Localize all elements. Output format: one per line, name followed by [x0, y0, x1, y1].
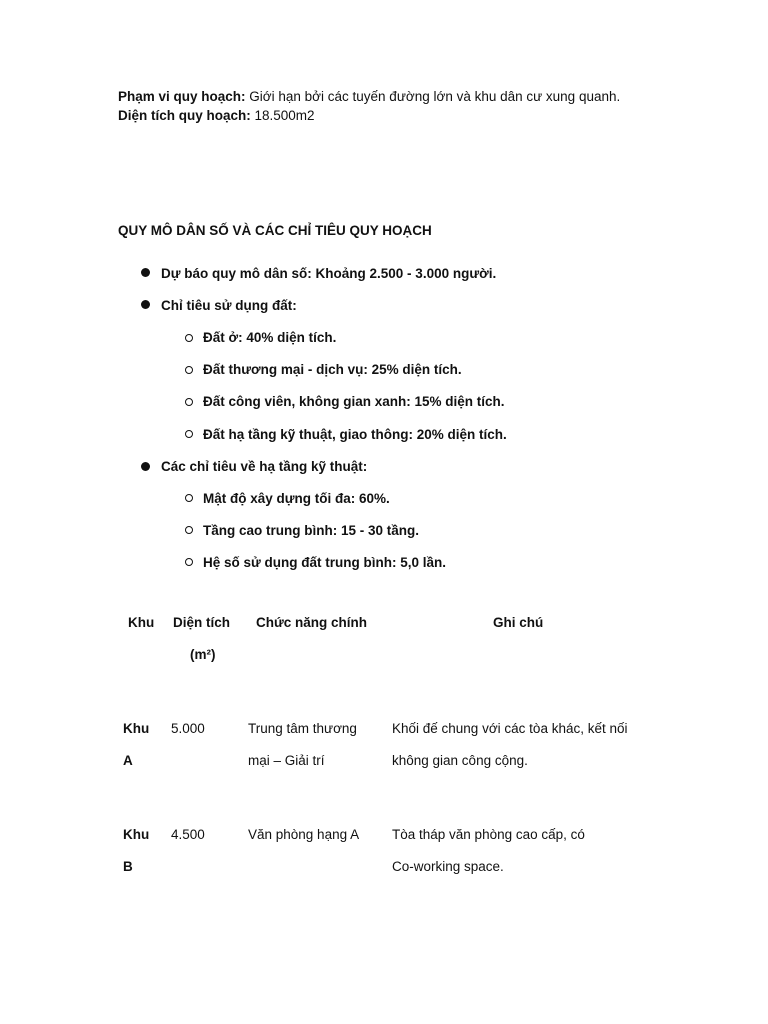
section-heading: QUY MÔ DÂN SỐ VÀ CÁC CHỈ TIÊU QUY HOẠCH	[118, 223, 432, 238]
sub-item: Tầng cao trung bình: 15 - 30 tầng.	[203, 523, 420, 538]
bullet-dot	[141, 268, 150, 277]
table-cell-function-cont: mại – Giải trí	[248, 753, 325, 768]
table-header-khu: Khu	[128, 615, 155, 630]
table-cell-function: Văn phòng hạng A	[248, 827, 360, 842]
table-cell-note-cont: không gian công cộng.	[392, 753, 528, 768]
scope-label: Phạm vi quy hoạch:	[118, 89, 246, 104]
bullet-item-land-use: Chỉ tiêu sử dụng đất:	[161, 298, 297, 313]
table-cell-khu-letter: A	[123, 753, 133, 768]
bullet-dot	[141, 462, 150, 471]
sub-item: Đất công viên, không gian xanh: 15% diện tích.	[203, 394, 505, 409]
sub-item: Đất thương mại - dịch vụ: 25% diện tích.	[203, 362, 462, 377]
sub-bullet-circle	[185, 430, 193, 438]
table-header-function: Chức năng chính	[256, 615, 368, 630]
sub-item: Đất hạ tầng kỹ thuật, giao thông: 20% diện tích.	[203, 427, 507, 442]
table-header-area-unit: (m²)	[190, 647, 216, 662]
bullet-item-population: Dự báo quy mô dân số: Khoảng 2.500 - 3.000 người.	[161, 266, 497, 281]
table-cell-khu: Khu	[123, 827, 150, 842]
table-header-note: Ghi chú	[493, 615, 544, 630]
bullet-item-infrastructure: Các chỉ tiêu về hạ tầng kỹ thuật:	[161, 459, 368, 474]
area-value: 18.500m2	[250, 108, 315, 123]
area-line	[118, 107, 315, 125]
bullet-dot	[141, 300, 150, 309]
sub-bullet-circle	[185, 494, 193, 502]
sub-bullet-circle	[185, 526, 193, 534]
sub-item: Đất ở: 40% diện tích.	[203, 330, 337, 345]
table-cell-area: 4.500	[171, 827, 205, 842]
scope-line	[118, 88, 620, 106]
table-cell-note: Khối đế chung với các tòa khác, kết nối	[392, 721, 628, 736]
table-cell-note: Tòa tháp văn phòng cao cấp, có	[392, 827, 585, 842]
area-label: Diện tích quy hoạch:	[118, 108, 251, 123]
table-cell-note-cont: Co-working space.	[392, 859, 504, 874]
sub-bullet-circle	[185, 366, 193, 374]
scope-value: Giới hạn bởi các tuyến đường lớn và khu dân cư xung quanh.	[245, 89, 621, 104]
table-cell-function: Trung tâm thương	[248, 721, 357, 736]
sub-bullet-circle	[185, 334, 193, 342]
table-cell-area: 5.000	[171, 721, 205, 736]
table-header-area: Diện tích	[173, 615, 231, 630]
sub-bullet-circle	[185, 558, 193, 566]
sub-bullet-circle	[185, 398, 193, 406]
sub-item: Mật độ xây dựng tối đa: 60%.	[203, 491, 390, 506]
sub-item: Hệ số sử dụng đất trung bình: 5,0 lần.	[203, 555, 447, 570]
table-cell-khu-letter: B	[123, 859, 133, 874]
table-cell-khu: Khu	[123, 721, 150, 736]
